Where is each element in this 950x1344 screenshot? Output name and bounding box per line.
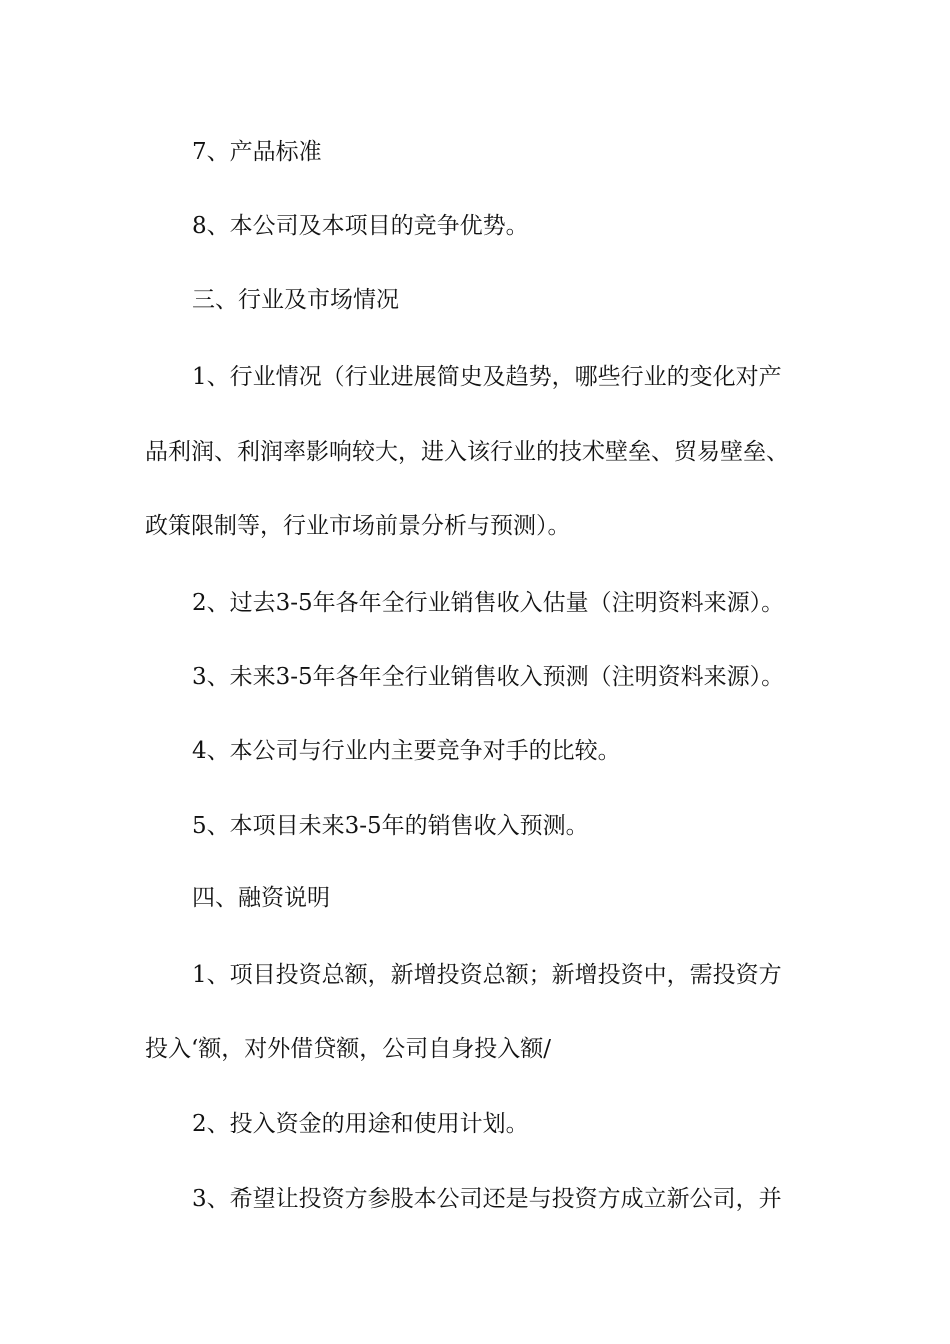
industry-item-1-line-1: 1、行业情况（行业进展简史及趋势，哪些行业的变化对产 [192, 364, 782, 390]
financing-item-2: 2、投入资金的用途和使用计划。 [192, 1111, 529, 1137]
industry-item-1-line-3: 政策限制等，行业市场前景分析与预测）。 [145, 513, 571, 539]
section-heading-industry-market: 三、行业及市场情况 [192, 287, 399, 313]
financing-item-1-line-2: 投入‘额，对外借贷额，公司自身投入额/ [145, 1036, 552, 1062]
section-heading-financing: 四、融资说明 [192, 885, 330, 911]
item-8-competitive-advantage: 8、本公司及本项目的竞争优势。 [192, 213, 529, 239]
item-7-product-standard: 7、产品标准 [192, 139, 322, 165]
industry-item-1-line-2: 品利润、利润率影响较大，进入该行业的技术壁垒、贸易壁垒、 [145, 439, 789, 465]
industry-item-3: 3、未来3-5年各年全行业销售收入预测（注明资料来源）。 [192, 664, 785, 690]
financing-item-3-line-1: 3、希望让投资方参股本公司还是与投资方成立新公司，并 [192, 1186, 782, 1212]
industry-item-2: 2、过去3-5年各年全行业销售收入估量（注明资料来源）。 [192, 590, 785, 616]
financing-item-1-line-1: 1、项目投资总额，新增投资总额；新增投资中，需投资方 [192, 962, 782, 988]
industry-item-4: 4、本公司与行业内主要竞争对手的比较。 [192, 738, 621, 764]
industry-item-5: 5、本项目未来3-5年的销售收入预测。 [192, 813, 589, 839]
